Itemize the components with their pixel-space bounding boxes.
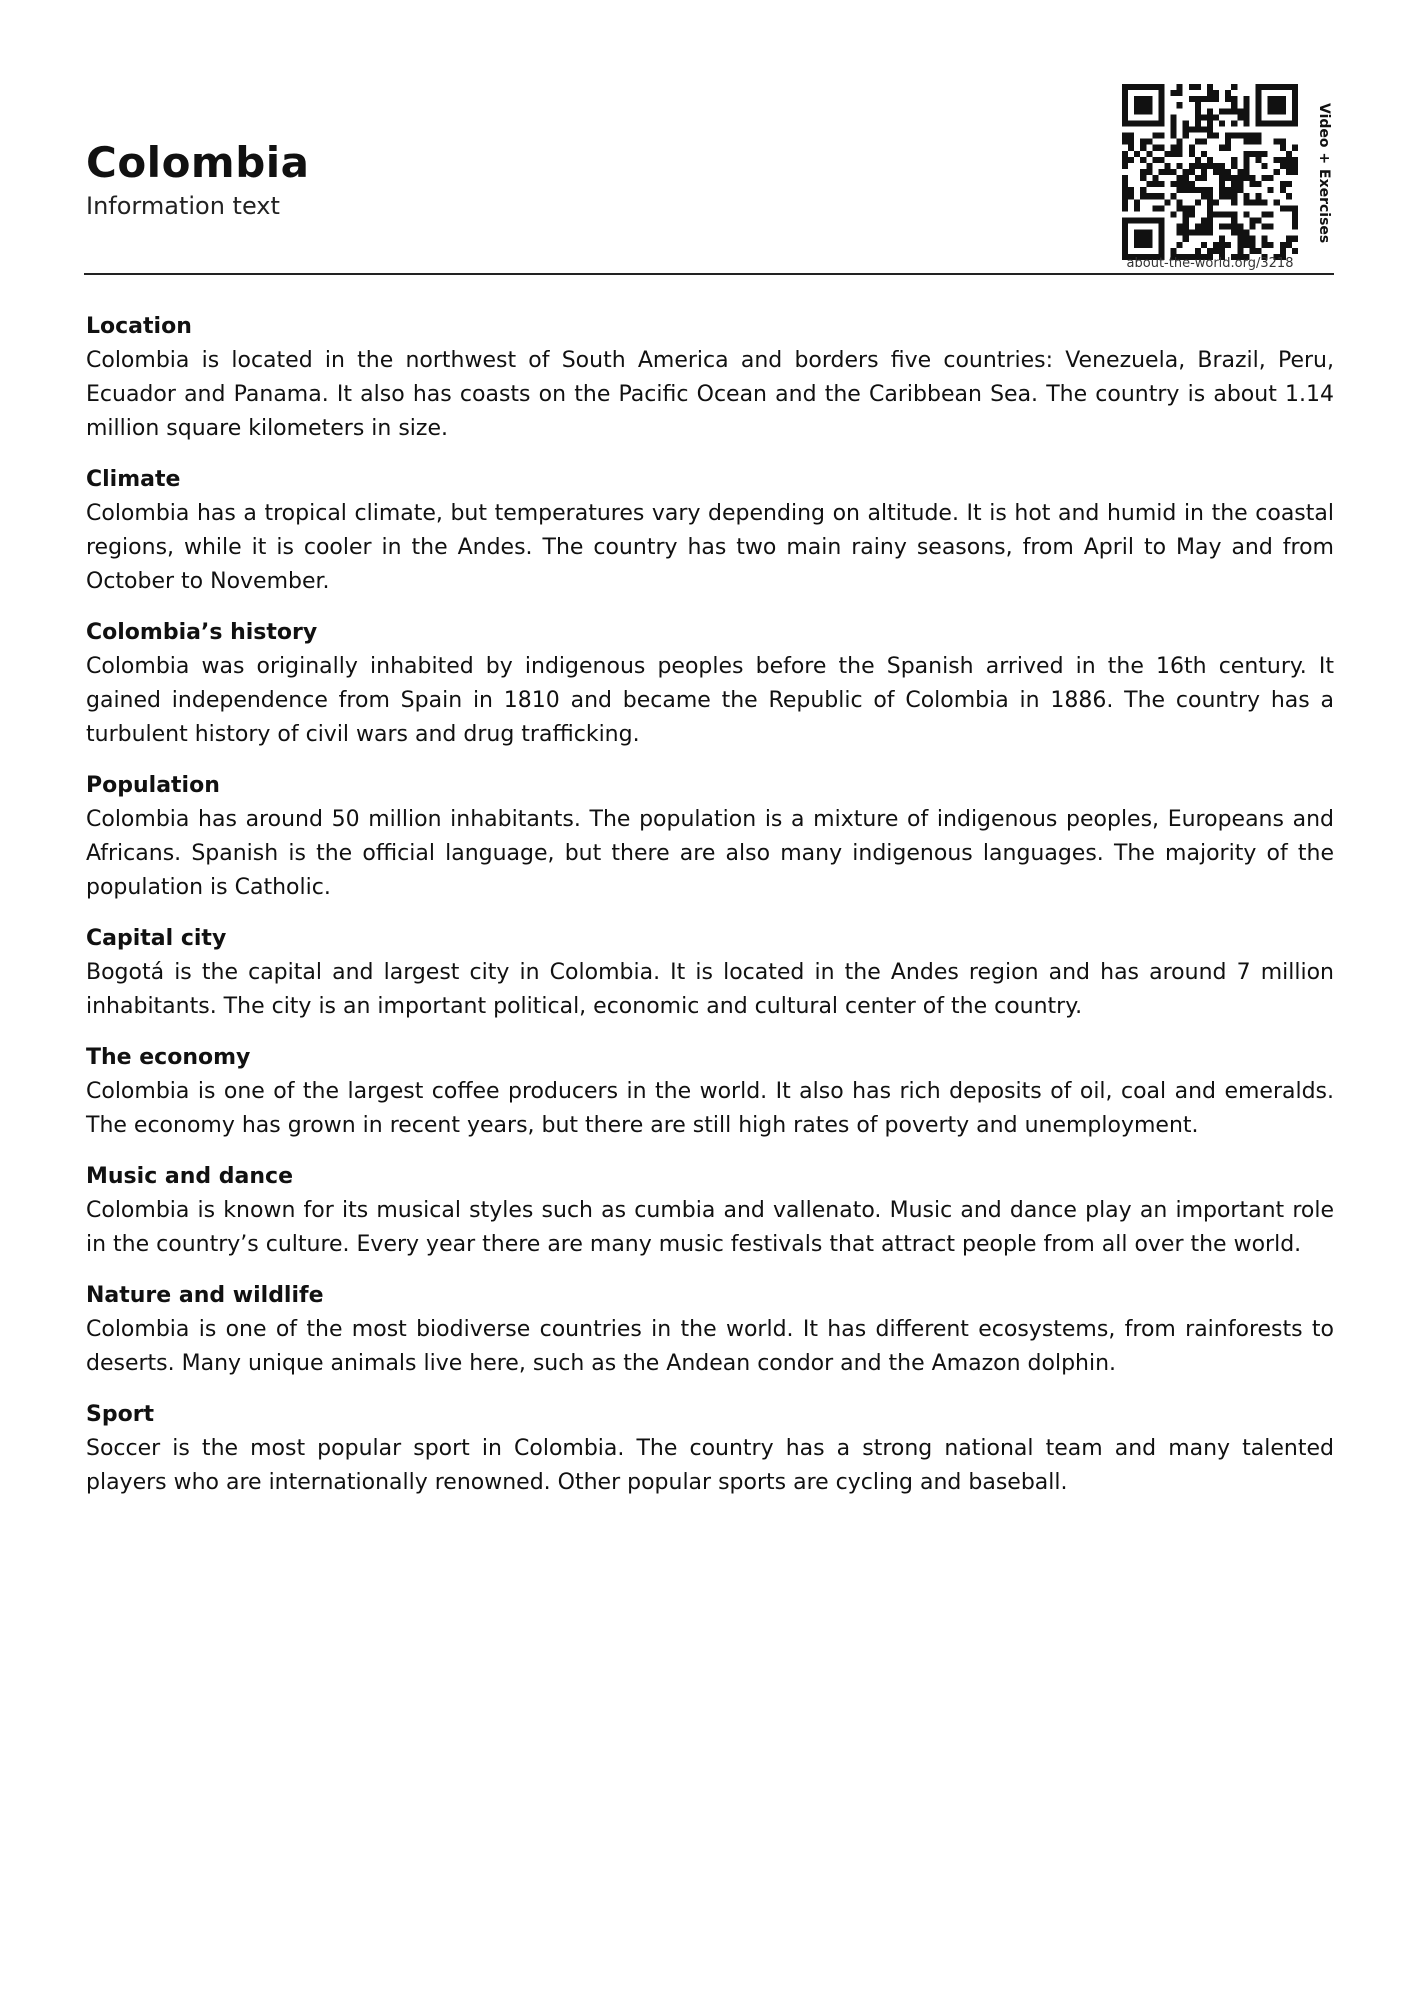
qr-url[interactable]: about-the-world.org/3218 [1126, 256, 1294, 271]
section-music-dance [86, 1160, 1334, 1262]
section-text: Colombia is one of the most biodiverse countries in the world. It has different ecosystems, from rainforests to deserts. Many unique animals live here, such as the Andean condor and the Amazon dolphin. [86, 1317, 1334, 1376]
page-subtitle: Information text [86, 192, 280, 220]
section-text: Colombia is known for its musical styles such as cumbia and vallenato. Music and dance play an important role in the country’s culture. Every year there are many music festivals that attract people from all over the world. [86, 1198, 1334, 1257]
section-heading: Population [86, 773, 220, 798]
section-text: Bogotá is the capital and largest city in Colombia. It is located in the Andes region and has around 7 million inhabitants. The city is an important political, economic and cultural center of the country. [86, 960, 1334, 1019]
header-divider [84, 273, 1334, 275]
section-nature-wildlife [86, 1279, 1334, 1381]
section-capital-city [86, 922, 1334, 1024]
section-heading: Colombia’s history [86, 620, 318, 645]
section-heading: Music and dance [86, 1164, 294, 1189]
section-heading: Nature and wildlife [86, 1283, 324, 1308]
video-exercises-label: Video + Exercises [1316, 103, 1332, 244]
section-text: Colombia is one of the largest coffee producers in the world. It also has rich deposits of oil, coal and emeralds. The economy has grown in recent years, but there are still high rates of poverty and unemployment. [86, 1079, 1334, 1138]
section-heading: Climate [86, 467, 181, 492]
section-economy [86, 1041, 1334, 1143]
section-heading: The economy [86, 1045, 251, 1070]
section-climate [86, 463, 1334, 599]
section-location [86, 310, 1334, 446]
qr-code-icon[interactable] [1122, 84, 1298, 260]
section-history [86, 616, 1334, 752]
article-body [86, 310, 1334, 1517]
section-text: Colombia is located in the northwest of South America and borders five countries: Venezuela, Brazil, Peru, Ecuador and Panama. It also has coasts on the Pacific Ocean and the Caribbean Sea. The country is about 1.14 million square kilometers in size. [86, 348, 1334, 441]
section-population [86, 769, 1334, 905]
section-text: Colombia has a tropical climate, but temperatures vary depending on altitude. It is hot and humid in the coastal regions, while it is cooler in the Andes. The country has two main rainy seasons, from April to May and from October to November. [86, 501, 1334, 594]
section-heading: Capital city [86, 926, 227, 951]
section-text: Colombia has around 50 million inhabitants. The population is a mixture of indigenous peoples, Europeans and Africans. Spanish is the official language, but there are also many indigenous languages. The majority of the population is Catholic. [86, 807, 1334, 900]
section-heading: Location [86, 314, 192, 339]
section-heading: Sport [86, 1402, 155, 1427]
section-text: Soccer is the most popular sport in Colombia. The country has a strong national team and many talented players who are internationally renowned. Other popular sports are cycling and baseball. [86, 1436, 1334, 1495]
page-title: Colombia [86, 138, 310, 187]
section-text: Colombia was originally inhabited by indigenous peoples before the Spanish arrived in the 16th century. It gained independence from Spain in 1810 and became the Republic of Colombia in 1886. The country has a turbulent history of civil wars and drug trafficking. [86, 654, 1334, 747]
section-sport [86, 1398, 1334, 1500]
